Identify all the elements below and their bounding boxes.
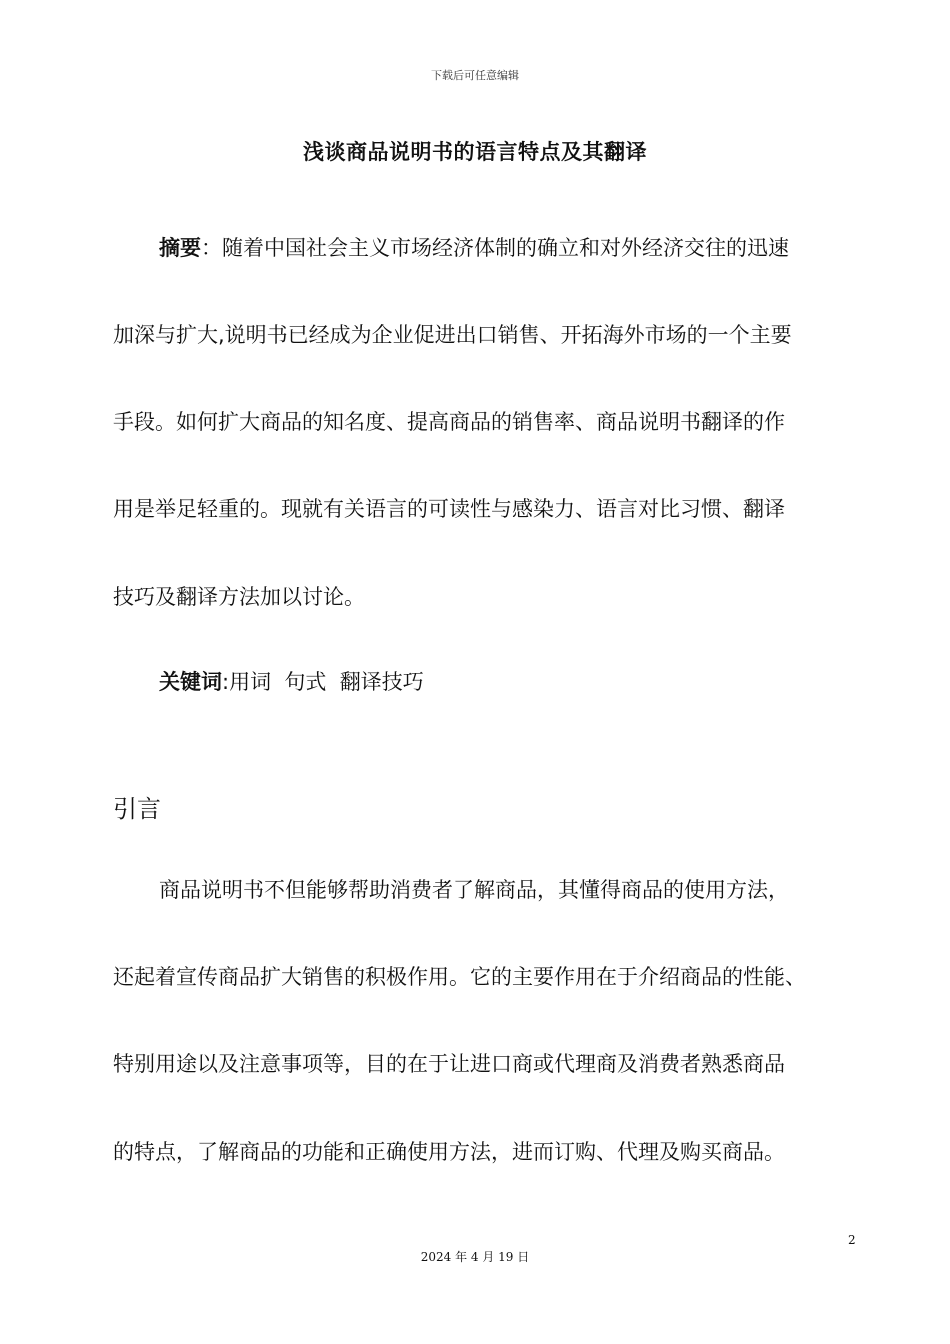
keywords-label: 关键词 <box>159 670 222 694</box>
page-number: 2 <box>848 1233 856 1247</box>
keywords-line <box>159 668 424 696</box>
intro-line-3: 特别用途以及注意事项等，目的在于让进口商或代理商及消费者熟悉商品 <box>113 1052 785 1076</box>
abstract-line-2: 加深与扩大,说明书已经成为企业促进出口销售、开拓海外市场的一个主要 <box>113 323 792 347</box>
abstract-line-1-text: ：随着中国社会主义市场经济体制的确立和对外经济交往的迅速 <box>201 236 789 260</box>
header-note: 下载后可任意编辑 <box>431 69 519 82</box>
abstract-line-1 <box>159 234 789 262</box>
abstract-line-5: 技巧及翻译方法加以讨论。 <box>113 585 365 609</box>
abstract-line-3: 手段。如何扩大商品的知名度、提高商品的销售率、商品说明书翻译的作 <box>113 410 785 434</box>
intro-line-1: 商品说明书不但能够帮助消费者了解商品，其懂得商品的使用方法， <box>159 878 789 902</box>
keywords-text: :用词 句式 翻译技巧 <box>222 670 424 694</box>
document-title: 浅谈商品说明书的语言特点及其翻译 <box>303 140 647 164</box>
intro-line-2: 还起着宣传商品扩大销售的积极作用。它的主要作用在于介绍商品的性能、 <box>113 965 806 989</box>
abstract-line-4: 用是举足轻重的。现就有关语言的可读性与感染力、语言对比习惯、翻译 <box>113 497 785 521</box>
intro-line-4: 的特点，了解商品的功能和正确使用方法，进而订购、代理及购买商品。 <box>113 1140 785 1164</box>
footer-date: 2024 年 4 月 19 日 <box>420 1250 530 1264</box>
abstract-label: 摘要 <box>159 236 201 260</box>
section-heading: 引言 <box>113 795 161 823</box>
